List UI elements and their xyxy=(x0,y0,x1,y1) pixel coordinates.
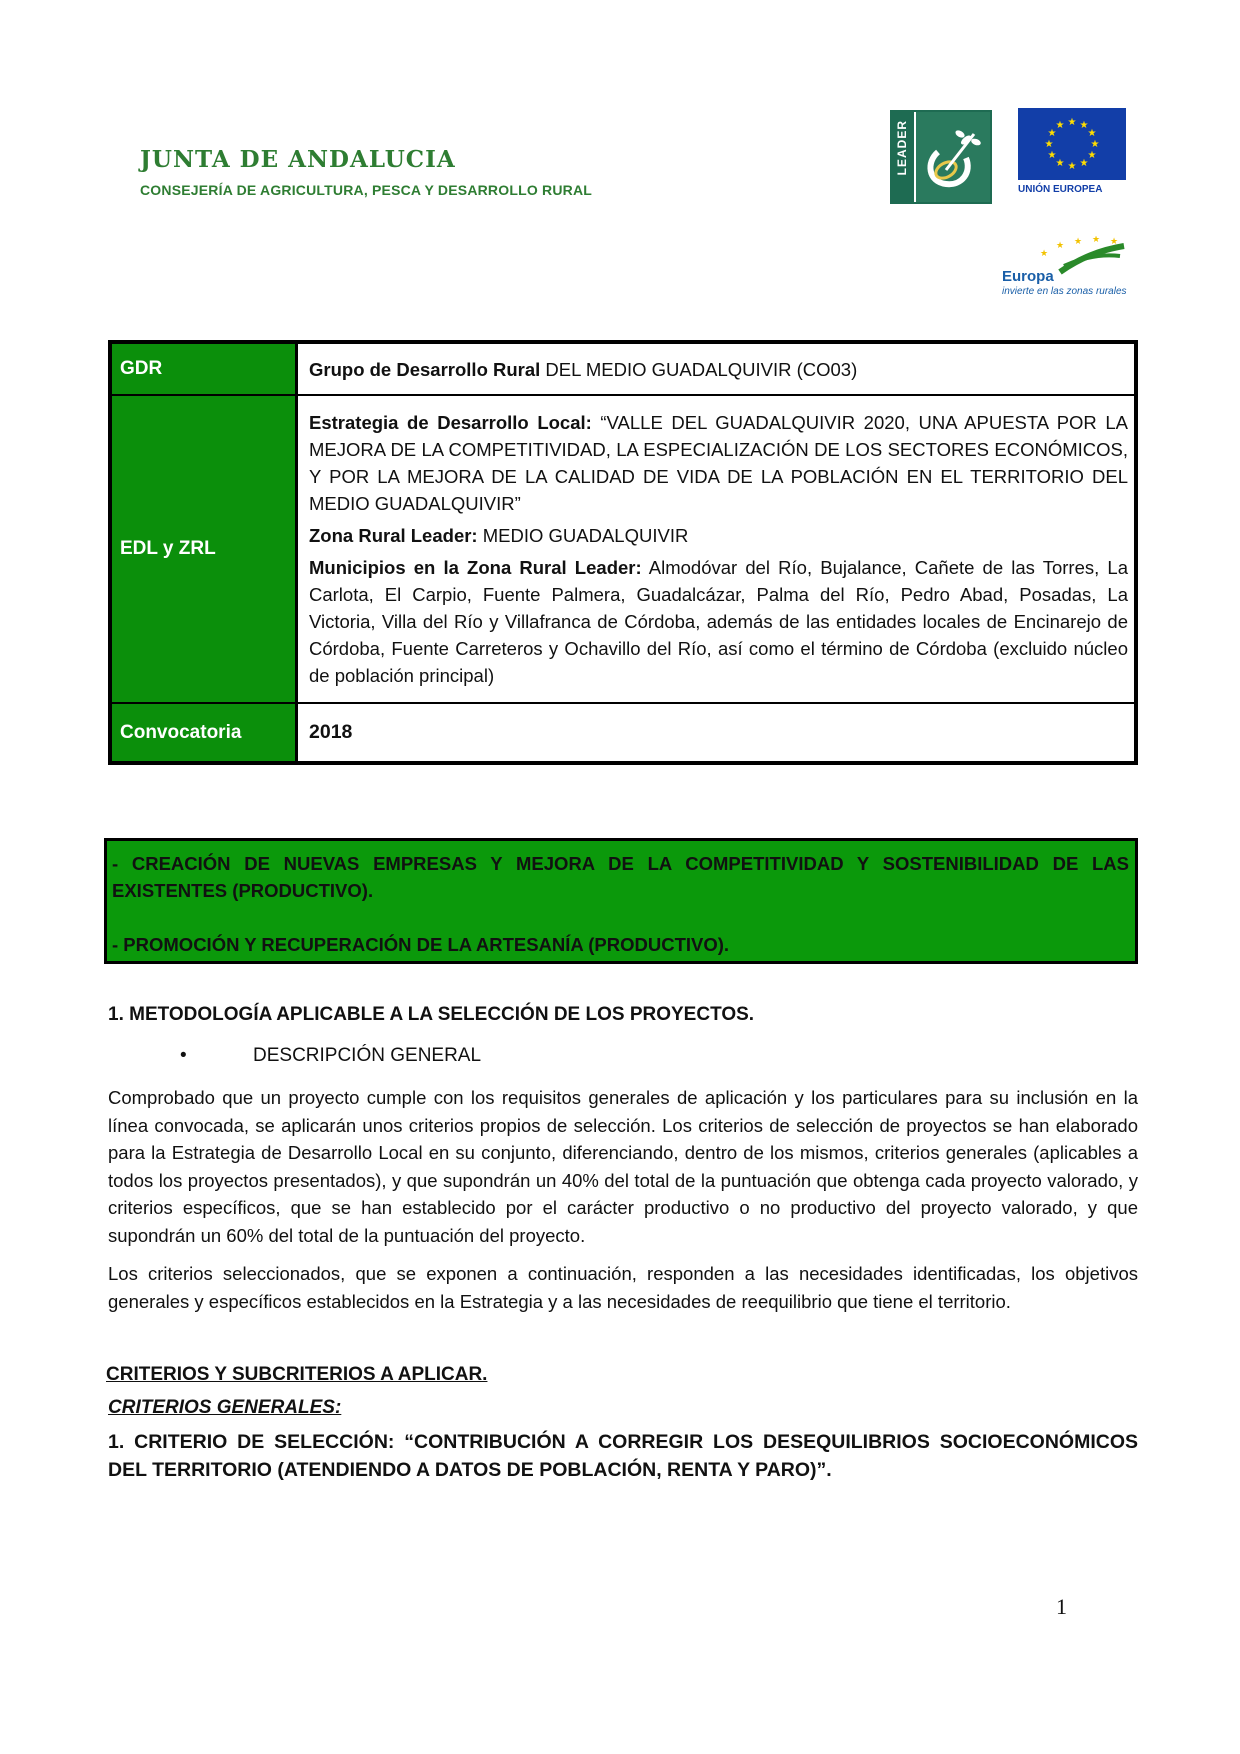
europa-logo-subtitle: invierte en las zonas rurales xyxy=(1002,286,1127,297)
eu-stars-icon xyxy=(1018,108,1126,180)
table-row-convocatoria xyxy=(112,704,1134,761)
eu-flag-logo xyxy=(1018,108,1128,204)
svg-text:★: ★ xyxy=(1067,117,1077,128)
paragraph-2: Los criterios seleccionados, que se exponen a continuación, responden a las necesidades identificadas, los objetivos generales y específicos establecidos en la Estrategia y a las necesidades de reequilibrio que tiene el territorio. xyxy=(108,1263,1138,1312)
paragraph-1: Comprobado que un proyecto cumple con los requisitos generales de aplicación y los particulares para su inclusión en la línea convocada, se aplicarán unos criterios propios de selección. Los criterios de selección de proyectos se han elaborado para la Estrategia de Desarrollo Local en su conjunto, diferenciando, dentro de los mismos, criterios generales (aplicables a todos los proyectos presentados), y que supondrán un 40% del total de la puntuación que obtenga cada proyecto valorado, y criterios específicos, que se han establecido por el carácter productivo o no productivo del proyecto valorado, y que supondrán un 60% del total de la puntuación del proyecto. xyxy=(108,1087,1138,1246)
zona-bold: Zona Rural Leader: xyxy=(309,525,478,546)
svg-text:★: ★ xyxy=(1056,241,1065,251)
svg-text:★: ★ xyxy=(1047,128,1057,139)
bullet-text: DESCRIPCIÓN GENERAL xyxy=(253,1045,482,1066)
svg-text:★: ★ xyxy=(1090,139,1100,150)
municipios-bold: Municipios en la Zona Rural Leader: xyxy=(309,557,642,578)
criterio-1: 1. CRITERIO DE SELECCIÓN: “CONTRIBUCIÓN A CORREGIR LOS DESEQUILIBRIOS SOCIOECONÓMICOS DEL TERRITORIO (ATENDIENDO A DATOS DE POBLACIÓN, RENTA Y PARO)”. xyxy=(108,1431,1138,1481)
section-heading: 1. METODOLOGÍA APLICABLE A LA SELECCIÓN DE LOS PROYECTOS. xyxy=(108,1004,755,1025)
criterios-title: CRITERIOS Y SUBCRITERIOS A APLICAR. xyxy=(106,1364,488,1385)
eu-logo-text: UNIÓN EUROPEA xyxy=(1018,184,1103,195)
europa-logo-title: Europa xyxy=(1002,268,1054,285)
org-subtitle: CONSEJERÍA DE AGRICULTURA, PESCA Y DESARROLLO RURAL xyxy=(140,182,593,198)
svg-text:★: ★ xyxy=(1087,150,1097,161)
svg-text:★: ★ xyxy=(1055,158,1065,169)
org-title: JUNTA DE ANDALUCIA xyxy=(140,146,456,173)
convocatoria-label: Convocatoria xyxy=(112,704,298,761)
municipios-text: Almodóvar del Río, Bujalance, Cañete de las Torres, La Carlota, El Carpio, Fuente Palmera, Guadalcázar, Palma del Río, Pedro Abad, Posadas, La Victoria, Villa del Río y Villafranca de Córdoba, además de las entidades locales de Encinarejo de Córdoba, Fuente Carreteros y Ochavillo del Río, así como el término de Córdoba (excluido núcleo de población principal) xyxy=(309,557,1128,686)
europa-rural-logo xyxy=(1000,236,1130,300)
leader-logo xyxy=(890,110,992,204)
svg-text:★: ★ xyxy=(1087,128,1097,139)
table-row-gdr xyxy=(112,344,1134,396)
table-row-edl xyxy=(112,396,1134,704)
criterios-generales: CRITERIOS GENERALES: xyxy=(108,1397,342,1418)
lines-box xyxy=(104,838,1138,964)
svg-text:★: ★ xyxy=(1074,237,1083,247)
svg-text:★: ★ xyxy=(1079,120,1089,131)
gdr-value xyxy=(301,344,1134,394)
svg-text:★: ★ xyxy=(1067,161,1077,172)
gdr-label: GDR xyxy=(112,344,298,394)
bullet-icon: • xyxy=(180,1045,187,1066)
estrategia-bold: Estrategia de Desarrollo Local: xyxy=(309,412,592,433)
edl-value xyxy=(301,396,1134,702)
line-item-2: - PROMOCIÓN Y RECUPERACIÓN DE LA ARTESANÍA (PRODUCTIVO). xyxy=(112,934,730,955)
info-table xyxy=(108,340,1138,765)
page-number: 1 xyxy=(1056,1594,1067,1619)
svg-text:★: ★ xyxy=(1110,237,1119,247)
line-item-1: - CREACIÓN DE NUEVAS EMPRESAS Y MEJORA DE LA COMPETITIVIDAD Y SOSTENIBILIDAD DE LAS EXISTENTES (PRODUCTIVO). xyxy=(112,853,1129,901)
gdr-value-rest: DEL MEDIO GUADALQUIVIR (CO03) xyxy=(540,358,858,380)
svg-text:★: ★ xyxy=(1040,249,1049,259)
leader-sprout-icon xyxy=(916,112,988,198)
edl-label: EDL y ZRL xyxy=(112,396,298,702)
svg-text:★: ★ xyxy=(1055,120,1065,131)
svg-text:★: ★ xyxy=(1047,150,1057,161)
estrategia-text: “VALLE DEL GUADALQUIVIR 2020, UNA APUESTA POR LA MEJORA DE LA COMPETITIVIDAD, LA ESPECIALIZACIÓN DE LOS SECTORES ECONÓMICOS, Y POR LA MEJORA DE LA CALIDAD DE VIDA DE LA POBLACIÓN EN EL TERRITORIO DEL MEDIO GUADALQUIVIR” xyxy=(309,412,1129,514)
leader-logo-text: LEADER xyxy=(895,120,909,176)
convocatoria-value: 2018 xyxy=(309,721,353,743)
svg-text:★: ★ xyxy=(1092,236,1101,245)
svg-text:★: ★ xyxy=(1044,139,1054,150)
svg-text:★: ★ xyxy=(1079,158,1089,169)
gdr-value-bold: Grupo de Desarrollo Rural xyxy=(309,358,541,380)
zona-text: MEDIO GUADALQUIVIR xyxy=(477,525,689,546)
